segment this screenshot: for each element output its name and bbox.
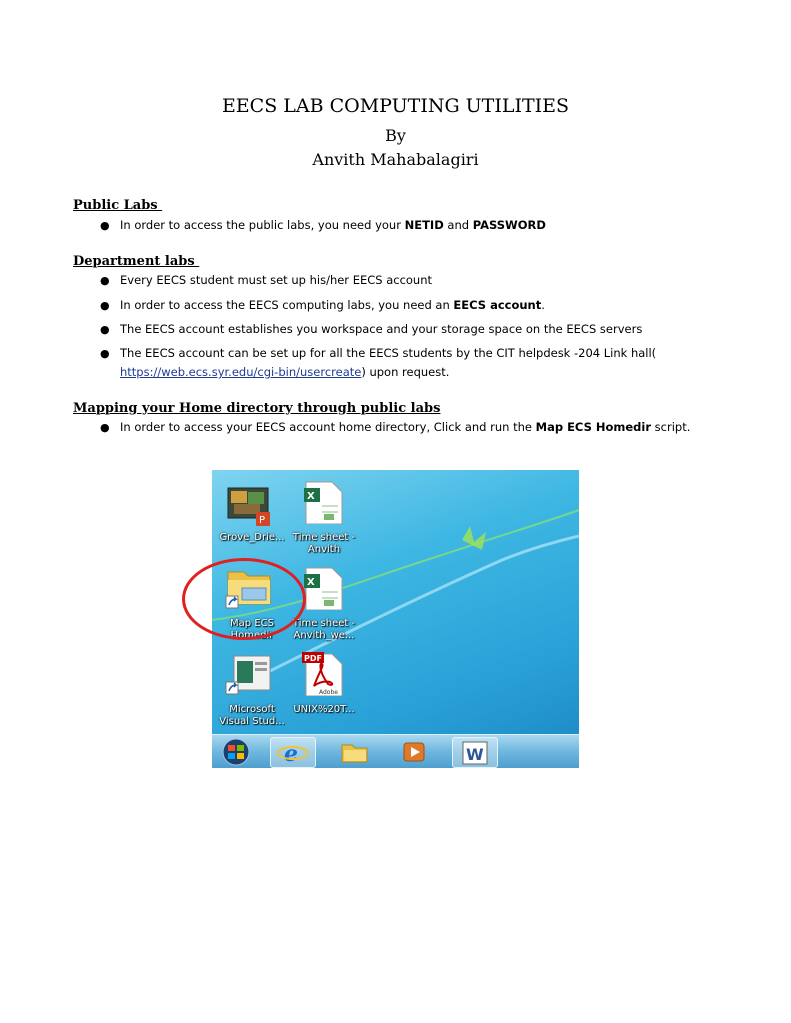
media-player-icon: [392, 737, 436, 766]
start-orb-icon: [214, 737, 262, 766]
visual-studio-icon: [222, 652, 276, 696]
adobe-text: Adobe: [319, 689, 338, 696]
excel-icon: [298, 480, 348, 524]
bullet-text: In order to access your EECS account home directory, Click and run the Map ECS Homedir script.: [120, 420, 691, 434]
pdf-icon: [298, 650, 348, 696]
desktop-icon-timesheet-1[interactable]: [288, 480, 360, 566]
icon-label: UNIX%20T...: [293, 704, 355, 715]
desktop-icon-grove[interactable]: [216, 480, 288, 566]
explorer-folder-icon: [332, 737, 376, 766]
pdf-badge: PDF: [304, 654, 322, 663]
icon-label: Microsoft Visual Stud...: [219, 704, 285, 727]
document-title: EECS LAB COMPUTING UTILITIES: [221, 95, 570, 117]
taskbar-media-button[interactable]: [392, 737, 436, 766]
bullet-text: In order to access the EECS computing labs, you need an EECS account.: [120, 298, 545, 312]
svg-text:X: X: [307, 491, 315, 502]
section-heading-department-labs: Department labs: [73, 254, 200, 269]
document-author: Anvith Mahabalagiri: [312, 150, 479, 169]
desktop-icon-visual-studio[interactable]: [216, 652, 288, 738]
icon-label: Time sheet - Anvith_we...: [292, 618, 356, 641]
section-heading-public-labs: Public Labs: [73, 198, 163, 213]
bullet-text: The EECS account can be set up for all the EECS students by the CIT helpdesk -204 Link hall( https://web.ecs.syr.edu/cgi-bin/usercreate) upon request.: [120, 346, 657, 379]
highlight-circle: [182, 558, 306, 640]
icon-label: Map ECS Homedir: [230, 618, 274, 641]
bullet-icon: ●: [100, 274, 110, 287]
bullet-icon: ●: [100, 299, 110, 312]
taskbar-explorer-button[interactable]: [332, 737, 376, 766]
bullet-icon: ●: [100, 323, 110, 336]
word-letter: W: [466, 745, 484, 764]
start-button[interactable]: [214, 737, 262, 766]
bullet-icon: ●: [100, 347, 110, 360]
desktop-icon-unix-pdf[interactable]: [288, 652, 360, 738]
taskbar-word-button[interactable]: [452, 737, 498, 768]
taskbar: [212, 734, 579, 768]
bullet-icon: ●: [100, 421, 110, 434]
taskbar-ie-button[interactable]: [270, 737, 316, 768]
powerpoint-icon: [226, 484, 276, 528]
word-icon: [453, 738, 497, 767]
usercreate-link[interactable]: https://web.ecs.syr.edu/cgi-bin/usercreate: [120, 365, 362, 379]
svg-text:X: X: [307, 577, 315, 588]
svg-text:P: P: [259, 515, 266, 526]
bullet-text: The EECS account establishes you workspace and your storage space on the EECS servers: [120, 322, 643, 336]
svg-text:e: e: [284, 741, 298, 767]
icon-label: Grove_Drie...: [219, 532, 285, 543]
document-by: By: [385, 126, 406, 145]
bullet-text: Every EECS student must set up his/her EECS account: [120, 273, 433, 287]
section-heading-mapping-home: Mapping your Home directory through public labs: [73, 401, 441, 416]
bullet-icon: ●: [100, 219, 110, 232]
icon-label: Time sheet - Anvith: [292, 532, 356, 555]
bullet-text: In order to access the public labs, you need your NETID and PASSWORD: [120, 218, 546, 232]
internet-explorer-icon: [271, 738, 315, 767]
